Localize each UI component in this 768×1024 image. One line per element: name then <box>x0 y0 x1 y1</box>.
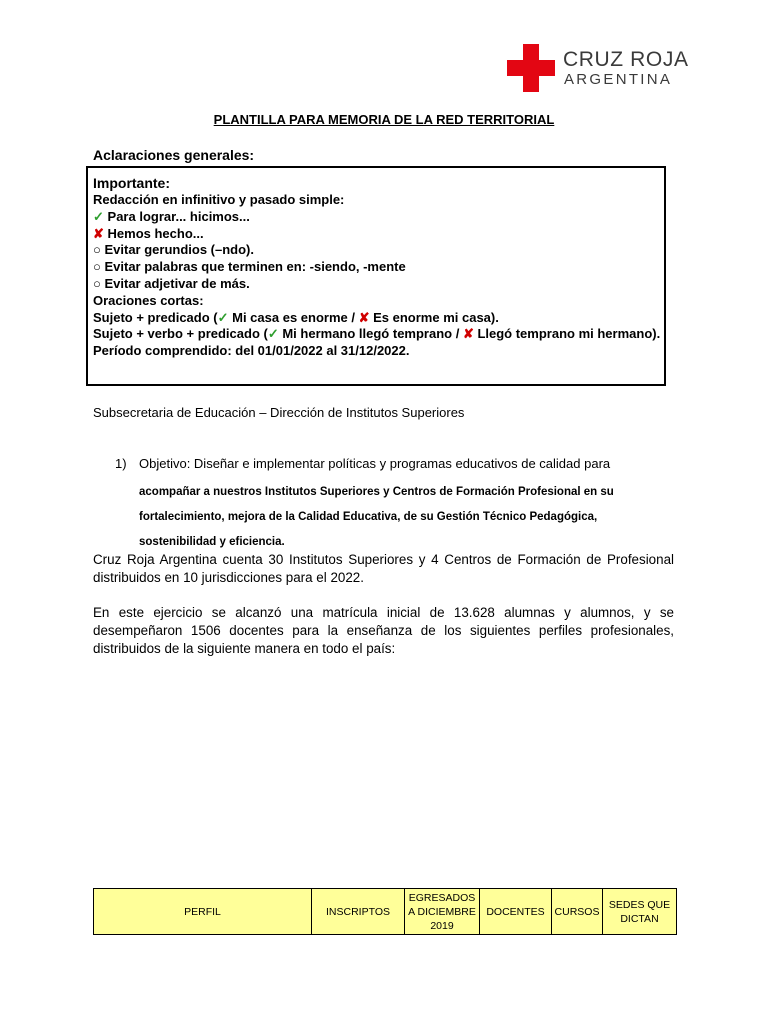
circle-bullet-icon: ○ <box>93 275 101 291</box>
table-header-cell: INSCRIPTOS <box>312 889 405 935</box>
objetivo-line: Objetivo: Diseñar e implementar políticas y programas educativos de calidad para <box>139 456 611 471</box>
table-header-row <box>94 889 677 935</box>
table-header-cell: SEDES QUE DICTAN <box>603 889 677 935</box>
red-cross-icon <box>507 44 555 92</box>
paragraph-institutos: Cruz Roja Argentina cuenta 30 Institutos Superiores y 4 Centros de Formación de Profesional distribuidos en 10 jurisdicciones para el 2022. <box>93 552 674 585</box>
table-header-cell: DOCENTES <box>480 889 552 935</box>
check-icon: ✓ <box>93 208 104 224</box>
check-icon: ✓ <box>217 309 229 325</box>
redaccion-line: Redacción en infinitivo y pasado simple: <box>93 192 345 207</box>
important-heading: Importante: <box>93 175 170 191</box>
table-header-cell: EGRESADOS A DICIEMBRE 2019 <box>405 889 480 935</box>
objetivo-continuation: acompañar a nuestros Institutos Superiores y Centros de Formación Profesional en su fortalecimiento, mejora de la Calidad Educativa, de su Gestión Técnico Pedagógica, sostenibilidad y eficiencia. <box>139 486 614 548</box>
bad-example-line: ✘ Hemos hecho... <box>93 225 204 241</box>
list-number: 1) <box>115 456 127 471</box>
check-icon: ✓ <box>267 326 279 342</box>
circle-bullet-icon: ○ <box>93 259 101 275</box>
periodo-line: Período comprendido: del 01/01/2022 al 31/12/2022. <box>93 343 410 359</box>
perfiles-table <box>93 888 677 935</box>
bullet-adjetivar: ○ Evitar adjetivar de más. <box>93 275 250 291</box>
table-header-cell: PERFIL <box>94 889 312 935</box>
bullet-palabras: ○ Evitar palabras que terminen en: -siendo, -mente <box>93 259 406 275</box>
cross-icon: ✘ <box>93 225 104 241</box>
oraciones-line: Oraciones cortas: <box>93 292 204 308</box>
aclaraciones-heading: Aclaraciones generales: <box>93 147 255 163</box>
cross-icon: ✘ <box>462 326 474 342</box>
sujeto-predicado-line: Sujeto + predicado (✓ Mi casa es enorme / ✘ Es enorme mi casa). <box>93 309 499 325</box>
bullet-gerundios: ○ Evitar gerundios (–ndo). <box>93 242 254 258</box>
guidelines-box <box>86 166 666 386</box>
logo-text-line2: ARGENTINA <box>564 71 673 88</box>
document-title: PLANTILLA PARA MEMORIA DE LA RED TERRITORIAL <box>213 112 555 127</box>
logo-text-line1: CRUZ ROJA <box>563 48 689 71</box>
sujeto-verbo-predicado-line: Sujeto + verbo + predicado (✓ Mi hermano llegó temprano / ✘ Llegó temprano mi hermano). <box>93 326 661 342</box>
circle-bullet-icon: ○ <box>93 242 101 258</box>
table-header-cell: CURSOS <box>552 889 603 935</box>
paragraph-matricula: En este ejercicio se alcanzó una matrícula inicial de 13.628 alumnas y alumnos, y se desempeñaron 1506 docentes para la enseñanza de los siguientes perfiles profesionales, distribuidos de la siguiente manera en todo el país: <box>93 605 674 656</box>
subsecretaria-line: Subsecretaria de Educación – Dirección de Institutos Superiores <box>93 405 465 420</box>
good-example-line: ✓ Para lograr... hicimos... <box>93 208 250 224</box>
cross-icon: ✘ <box>358 309 370 325</box>
